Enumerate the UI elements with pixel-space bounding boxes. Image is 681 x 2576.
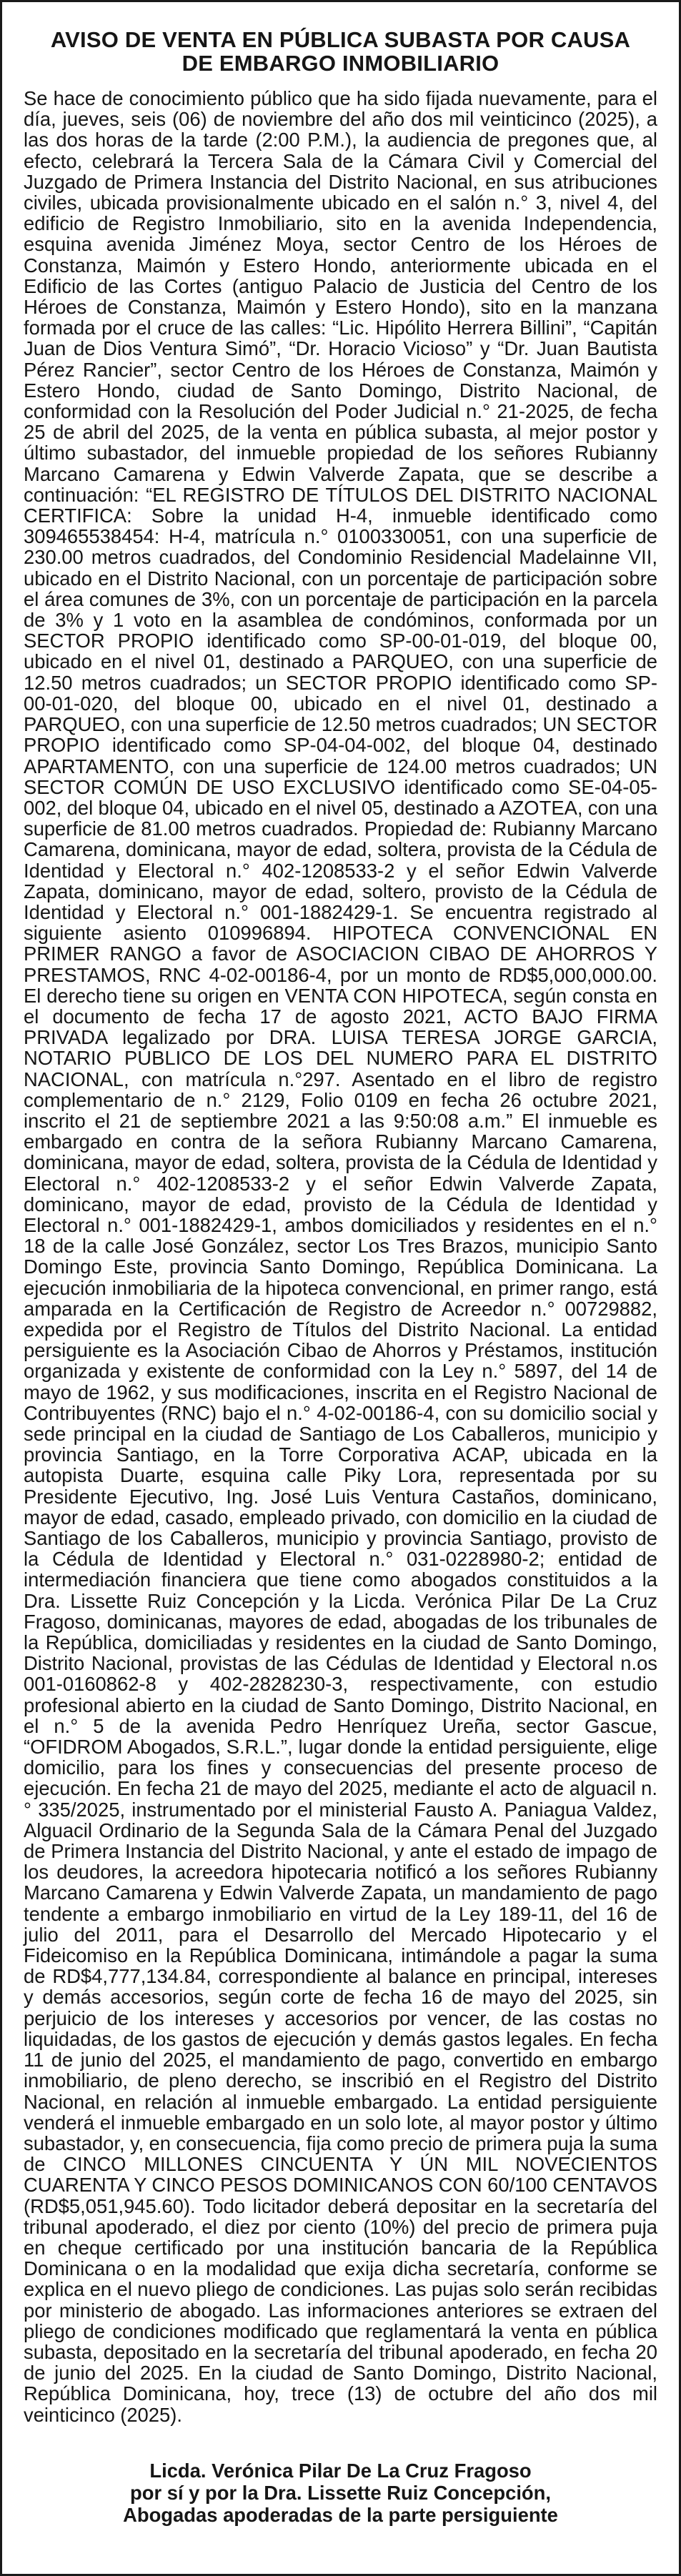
- notice-title-line-1: AVISO DE VENTA EN PÚBLICA SUBASTA POR CAUSA: [50, 27, 631, 52]
- signature-on-behalf: por sí y por la Dra. Lissette Ruiz Concepción,: [129, 2482, 552, 2504]
- notice-title: [24, 28, 657, 75]
- notice-body: Se hace de conocimiento público que ha sido fijada nuevamente, para el día, jueves, seis (06) de noviembre del año dos mil veinticinco (2025), a las dos horas de la tarde (2:00 P.M.), la audiencia de pregones que, al efecto, celebrará la Tercera Sala de la Cámara Civil y Comercial del Juzgado de Primera Instancia del Distrito Nacional, en sus atribuciones civiles, ubicada provisionalmente ubicado en el salón n.° 3, nivel 4, del edificio de Registro Inmobiliario, sito en la avenida Independencia, esquina avenida Jiménez Moya, sector Centro de los Héroes de Constanza, Maimón y Estero Hondo, anteriormente ubicada en el Edificio de las Cortes (antiguo Palacio de Justicia del Centro de los Héroes de Constanza, Maimón y Estero Hondo), sito en la manzana formada por el cruce de las calles: “Lic. Hipólito Herrera Billini”, “Capitán Juan de Dios Ventura Simó”, “Dr. Horacio Vicioso” y “Dr. Juan Bautista Pérez Rancier”, sector Centro de los Héroes de Constanza, Maimón y Estero Hondo, ciudad de Santo Domingo, Distrito Nacional, de conformidad con la Resolución del Poder Judicial n.° 21-2025, de fecha 25 de abril del 2025, de la venta en pública subasta, al mejor postor y último subastador, del inmueble propiedad de los señores Rubianny Marcano Camarena y Edwin Valverde Zapata, que se describe a continuación: “EL REGISTRO DE TÍTULOS DEL DISTRITO NACIONAL CERTIFICA: Sobre la unidad H-4, inmueble identificado como 309465538454: H-4, matrícula n.° 0100330051, con una superficie de 230.00 metros cuadrados, del Condominio Residencial Madelainne VII, ubicado en el Distrito Nacional, con un porcentaje de participación sobre el área comunes de 3%, con un porcentaje de participación en la parcela de 3% y 1 voto en la asamblea de condóminos, conformada por un SECTOR PROPIO identificado como SP-00-01-019, del bloque 00, ubicado en el nivel 01, destinado a PARQUEO, con una superficie de 12.50 metros cuadrados; un SECTOR PROPIO identificado como SP-00-01-020, del bloque 00, ubicado en el nivel 01, destinado a PARQUEO, con una superficie de 12.50 metros cuadrados; UN SECTOR PROPIO identificado como SP-04-04-002, del bloque 04, destinado APARTAMENTO, con una superficie de 124.00 metros cuadrados; UN SECTOR COMÚN DE USO EXCLUSIVO identificado como SE-04-05-002, del bloque 04, ubicado en el nivel 05, destinado a AZOTEA, con una superficie de 81.00 metros cuadrados. Propiedad de: Rubianny Marcano Camarena, dominicana, mayor de edad, soltera, provista de la Cédula de Identidad y Electoral n.° 402-1208533-2 y el señor Edwin Valverde Zapata, dominicano, mayor de edad, soltero, provisto de la Cédula de Identidad y Electoral n.° 001-1882429-1. Se encuentra registrado al siguiente asiento 010996894. HIPOTECA CONVENCIONAL EN PRIMER RANGO a favor de ASOCIACION CIBAO DE AHORROS Y PRESTAMOS, RNC 4-02-00186-4, por un monto de RD$5,000,000.00. El derecho tiene su origen en VENTA CON HIPOTECA, según consta en el documento de fecha 17 de agosto 2021, ACTO BAJO FIRMA PRIVADA legalizado por DRA. LUISA TERESA JORGE GARCIA, NOTARIO PÚBLICO DE LOS DEL NUMERO PARA EL DISTRITO NACIONAL, con matrícula n.°297. Asentado en el libro de registro complementario de n.° 2129, Folio 0109 en fecha 26 octubre 2021, inscrito el 21 de septiembre 2021 a las 9:50:08 a.m.” El inmueble es embargado en contra de la señora Rubianny Marcano Camarena, dominicana, mayor de edad, soltera, provista de la Cédula de Identidad y Electoral n.° 402-1208533-2 y el señor Edwin Valverde Zapata, dominicano, mayor de edad, provisto de la Cédula de Identidad y Electoral n.° 001-1882429-1, ambos domiciliados y residentes en el n.° 18 de la calle José González, sector Los Tres Brazos, municipio Santo Domingo Este, provincia Santo Domingo, República Dominicana. La ejecución inmobiliaria de la hipoteca convencional, en primer rango, está amparada en la Certificación de Registro de Acreedor n.° 00729882, expedida por el Registro de Títulos del Distrito Nacional. La entidad persiguiente es la Asociación Cibao de Ahorros y Préstamos, institución organizada y existente de conformidad con la Ley n.° 5897, del 14 de mayo de 1962, y sus modificaciones, inscrita en el Registro Nacional de Contribuyentes (RNC) bajo el n.° 4-02-00186-4, con su domicilio social y sede principal en la ciudad de Santiago de Los Caballeros, municipio y provincia Santiago, en la Torre Corporativa ACAP, ubicada en la autopista Duarte, esquina calle Piky Lora, representada por su Presidente Ejecutivo, Ing. José Luis Ventura Castaños, dominicano, mayor de edad, casado, empleado privado, con domicilio en la ciudad de Santiago de los Caballeros, municipio y provincia Santiago, provisto de la Cédula de Identidad y Electoral n.° 031-0228980-2; entidad de intermediación financiera que tiene como abogados constituidos a la Dra. Lissette Ruiz Concepción y la Licda. Verónica Pilar De La Cruz Fragoso, dominicanas, mayores de edad, abogadas de los tribunales de la República, domiciliadas y residentes en la ciudad de Santo Domingo, Distrito Nacional, provistas de las Cédulas de Identidad y Electoral n.os 001-0160862-8 y 402-2828230-3, respectivamente, con estudio profesional abierto en la ciudad de Santo Domingo, Distrito Nacional, en el n.° 5 de la avenida Pedro Henríquez Ureña, sector Gascue, “OFIDROM Abogados, S.R.L.”, lugar donde la entidad persiguiente, elige domicilio, para los fines y consecuencias del presente proceso de ejecución. En fecha 21 de mayo del 2025, mediante el acto de alguacil n.° 335/2025, instrumentado por el ministerial Fausto A. Paniagua Valdez, Alguacil Ordinario de la Segunda Sala de la Cámara Penal del Juzgado de Primera Instancia del Distrito Nacional, y ante el estado de impago de los deudores, la acreedora hipotecaria notificó a los señores Rubianny Marcano Camarena y Edwin Valverde Zapata, un mandamiento de pago tendente a embargo inmobiliario en virtud de la Ley 189-11, del 16 de julio del 2011, para el Desarrollo del Mercado Hipotecario y el Fideicomiso en la República Dominicana, intimándole a pagar la suma de RD$4,777,134.84, correspondiente al balance en principal, intereses y demás accesorios, según corte de fecha 16 de mayo del 2025, sin perjuicio de los intereses y accesorios por vencer, de las costas no liquidadas, de los gastos de ejecución y demás gastos legales. En fecha 11 de junio del 2025, el mandamiento de pago, convertido en embargo inmobiliario, de pleno derecho, se inscribió en el Registro del Distrito Nacional, en relación al inmueble embargado. La entidad persiguiente venderá el inmueble embargado en un solo lote, al mayor postor y último subastador, y, en consecuencia, fija como precio de primera puja la suma de CINCO MILLONES CINCUENTA Y ÚN MIL NOVECIENTOS CUARENTA Y CINCO PESOS DOMINICANOS CON 60/100 CENTAVOS (RD$5,051,945.60). Todo licitador deberá depositar en la secretaría del tribunal apoderado, el diez por ciento (10%) del precio de primera puja en cheque certificado por una institución bancaria de la República Dominicana o en la modalidad que exija dicha secretaría, conforme se explica en el nuevo pliego de condiciones. Las pujas solo serán recibidas por ministerio de abogado. Las informaciones anteriores se extraen del pliego de condiciones modificado que reglamentará la venta en pública subasta, depositado en la secretaría del tribunal apoderado, en fecha 20 de junio del 2025. En la ciudad de Santo Domingo, Distrito Nacional, República Dominicana, hoy, trece (13) de octubre del año dos mil veinticinco (2025).: [24, 87, 657, 2426]
- signature-role: Abogadas apoderadas de la parte persiguiente: [123, 2504, 558, 2526]
- signature-block: [16, 2460, 665, 2526]
- signature-name: Licda. Verónica Pilar De La Cruz Fragoso: [149, 2460, 532, 2482]
- notice-title-line-2: DE EMBARGO INMOBILIARIO: [182, 51, 499, 76]
